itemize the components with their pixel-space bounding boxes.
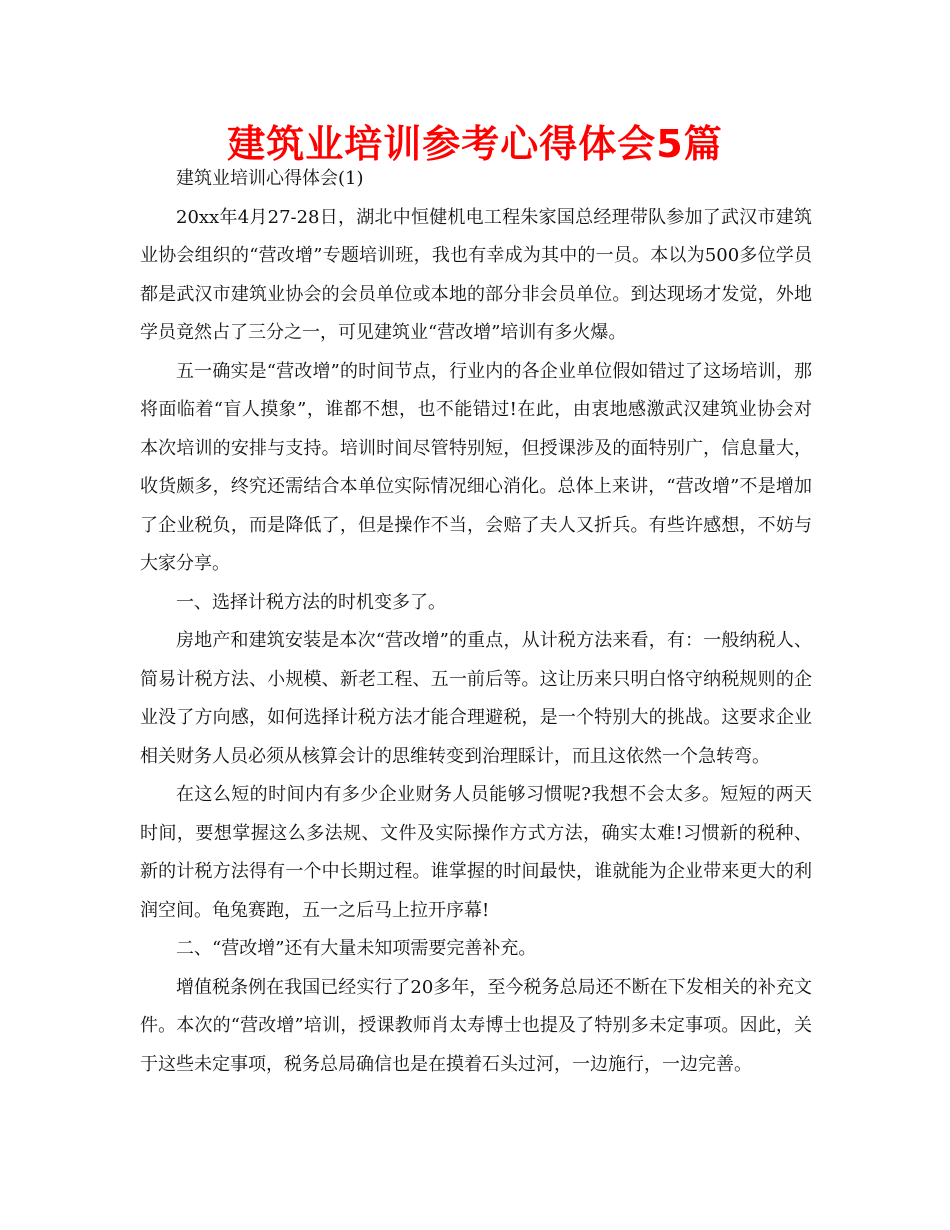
paragraph: 房地产和建筑安装是本次“营改增”的重点，从计税方法来看，有：一般纳税人、简易计税方法、小规模、新老工程、五一前后等。这让历来只明白恪守纳税规则的企业没了方向感，如何选择计税方法才能合理避税，是一个特别大的挑战。这要求企业相关财务人员必须从核算会计的思维转变到治理睬计，而且这依然一个急转弯。 (140, 630, 812, 767)
subheading: 一、选择计税方法的时机变多了。 (176, 591, 446, 613)
subheading: 二、“营改增”还有大量未知项需要完善补充。 (176, 938, 537, 959)
section-heading: 建筑业培训心得体会(1) (176, 168, 364, 189)
paragraph: 增值税条例在我国已经实行了20多年，至今税务总局还不断在下发相关的补充文件。本次的“营改增”培训，授课教师肖太寿博士也提及了特别多未定事项。因此，关于这些未定事项，税务总局确信也是在摸着石头过河，一边施行，一边完善。 (140, 976, 812, 1075)
document-title: 建筑业培训参考心得体会5篇 (227, 122, 723, 166)
paragraph: 20xx年4月27-28日，湖北中恒健机电工程朱家国总经理带队参加了武汉市建筑业协会组织的“营改增”专题培训班，我也有幸成为其中的一员。本以为500多位学员都是武汉市建筑业协会的会员单位或本地的部分非会员单位。到达现场才发觉，外地学员竟然占了三分之一，可见建筑业“营改增”培训有多火爆。 (140, 206, 812, 343)
paragraph: 五一确实是“营改增”的时间节点，行业内的各企业单位假如错过了这场培训，那将面临着“盲人摸象”，谁都不想，也不能错过!在此，由衷地感激武汉建筑业协会对本次培训的安排与支持。培训时间尽管特别短，但授课涉及的面特别广，信息量大，收货颇多，终究还需结合本单位实际情况细心消化。总体上来讲，“营改增”不是增加了企业税负，而是降低了，但是操作不当，会赔了夫人又折兵。有些许感想，不妨与大家分享。 (140, 360, 812, 574)
document-body (140, 160, 812, 1084)
paragraph: 在这么短的时间内有多少企业财务人员能够习惯呢?我想不会太多。短短的两天时间，要想掌握这么多法规、文件及实际操作方式方法，确实太难!习惯新的税种、新的计税方法得有一个中长期过程。谁掌握的时间最快，谁就能为企业带来更大的利润空间。龟兔赛跑，五一之后马上拉开序幕! (140, 784, 812, 921)
